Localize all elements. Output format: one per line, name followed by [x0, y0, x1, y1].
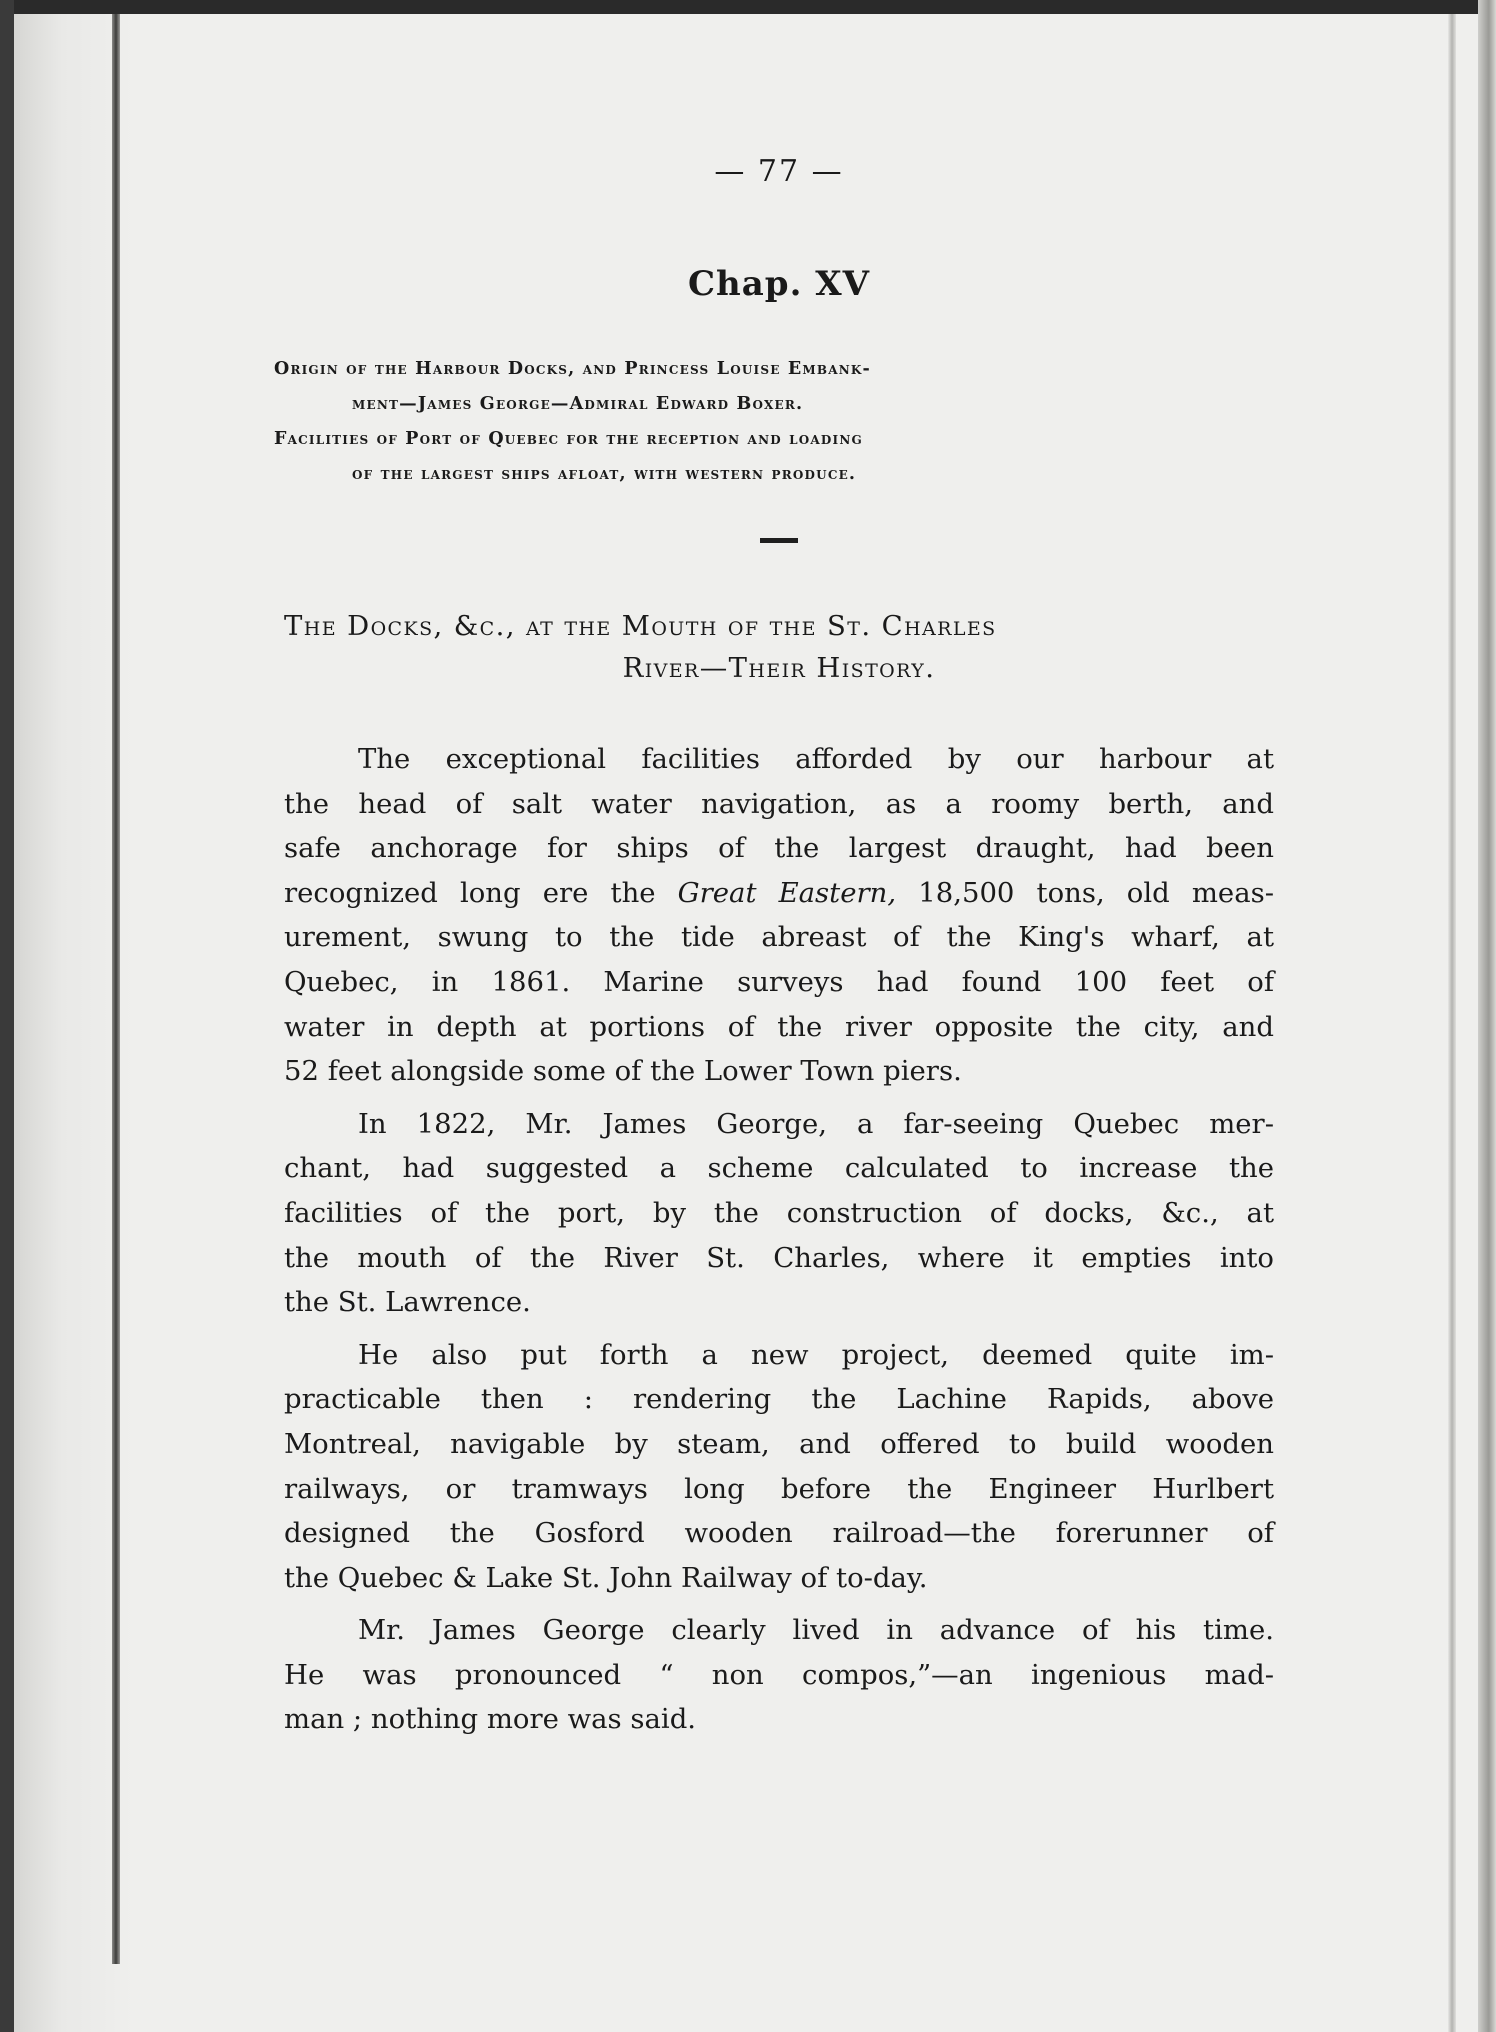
text-run: recognized long ere the [284, 876, 678, 909]
text-line: the St. Lawrence. [284, 1286, 531, 1319]
text-line: He also put forth a new project, deemed quite im- [358, 1338, 1274, 1371]
section-heading-line: River—Their History. [622, 652, 936, 684]
text-line: 52 feet alongside some of the Lower Town piers. [284, 1055, 962, 1088]
page-number: — 77 — [714, 154, 844, 189]
subhead-line: Facilities of Port of Quebec for the reception and loading [274, 429, 863, 449]
subhead-line: Origin of the Harbour Docks, and Princess Louise Embank- [274, 359, 871, 379]
section-divider-rule [760, 538, 798, 543]
chapter-subheads [274, 352, 1274, 492]
text-line: The exceptional facilities afforded by our harbour at [358, 743, 1274, 775]
text-line: Mr. James George clearly lived in advance of his time. [358, 1614, 1274, 1647]
paragraph [284, 1333, 1274, 1601]
paragraph [284, 737, 1274, 1094]
page-edge [1448, 14, 1456, 2032]
paragraph [284, 1102, 1274, 1325]
section-heading [284, 605, 1274, 689]
body-text [284, 737, 1274, 1742]
book-page [14, 14, 1478, 2032]
chapter-title: Chap. XV [687, 264, 871, 304]
paragraph [284, 1608, 1274, 1742]
text-line: designed the Gosford wooden railroad—the forerunner of [284, 1517, 1274, 1550]
text-line: railways, or tramways long before the Engineer Hurlbert [284, 1472, 1274, 1505]
text-line: He was pronounced “ non compos,”—an ingenious mad- [284, 1658, 1274, 1691]
scanner-left-edge [0, 0, 14, 2032]
subhead-line: of the largest ships afloat, with western produce. [352, 464, 857, 484]
text-run: 18,500 tons, old meas- [896, 876, 1275, 909]
section-heading-line: The Docks, &c., at the Mouth of the St. Charles [284, 610, 997, 642]
text-line: Montreal, navigable by steam, and offered to build wooden [284, 1427, 1274, 1460]
text-line: urement, swung to the tide abreast of the King's wharf, at [284, 921, 1274, 954]
text-line: chant, had suggested a scheme calculated to increase the [284, 1152, 1274, 1185]
text-line: In 1822, Mr. James George, a far-seeing Quebec mer- [358, 1107, 1274, 1140]
text-line: facilities of the port, by the construction of docks, &c., at [284, 1196, 1274, 1229]
scanner-top-edge [0, 0, 1496, 14]
binding-line [112, 14, 120, 1964]
text-line: the head of salt water navigation, as a roomy berth, and [284, 787, 1274, 820]
page-content [274, 154, 1275, 1742]
text-line: the mouth of the River St. Charles, where it empties into [284, 1241, 1274, 1274]
text-line: Quebec, in 1861. Marine surveys had found 100 feet of [284, 965, 1274, 998]
text-line [284, 871, 1274, 916]
text-line: practicable then : rendering the Lachine Rapids, above [284, 1383, 1274, 1416]
text-line: safe anchorage for ships of the largest draught, had been [284, 832, 1274, 865]
text-line: water in depth at portions of the river opposite the city, and [284, 1010, 1274, 1043]
scanner-right-edge [1478, 0, 1496, 2032]
subhead-line: ment—James George—Admiral Edward Boxer. [352, 394, 804, 414]
text-line: the Quebec & Lake St. John Railway of to-day. [284, 1561, 928, 1594]
ship-name: Great Eastern, [677, 876, 897, 909]
text-line: man ; nothing more was said. [284, 1703, 697, 1736]
